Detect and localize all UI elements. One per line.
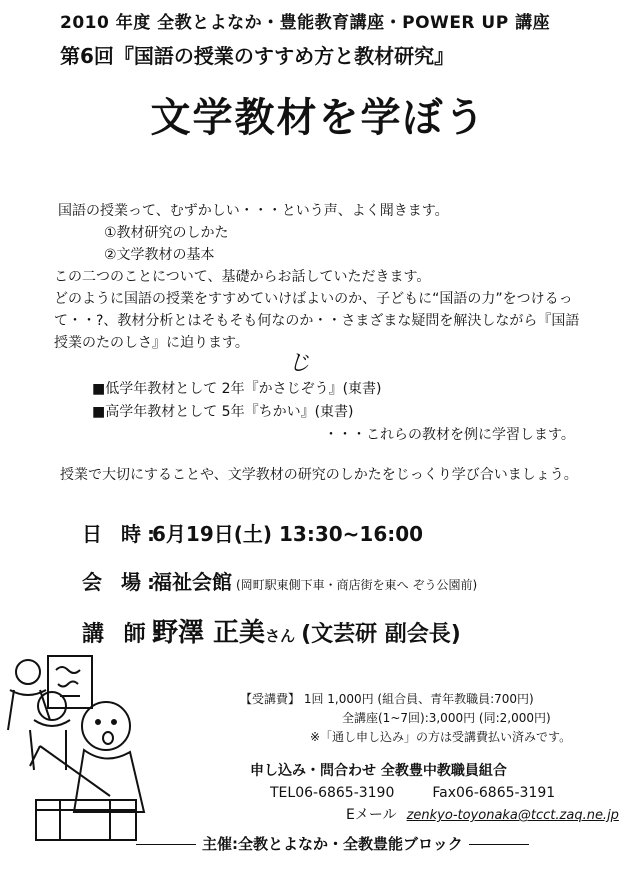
lecturer-name: 野澤 正美 <box>152 618 266 648</box>
intro-line: どのように国語の授業をすすめていけばよいのか、子どもに“国語の力”をつけるっ <box>54 291 573 307</box>
desk <box>36 800 136 840</box>
place-note: (岡町駅東側下車・商店街を東へ ぞう公園前) <box>236 578 478 592</box>
intro-line: この二つのことについて、基礎からお話していただきます。 <box>54 269 431 285</box>
contact-heading: 申し込み・問合わせ 全教豊中教職員組合 <box>250 763 507 779</box>
fee-line: 【受講費】 1回 1,000円 (組合員、青年教職員:700円) <box>240 692 534 706</box>
email-row <box>240 804 619 827</box>
intro-section <box>54 200 580 354</box>
place-value: 福祉会館 <box>152 570 232 594</box>
phone-row <box>240 782 619 804</box>
intro-item: ①教材研究のしかた <box>104 225 229 241</box>
place-row <box>82 566 477 595</box>
lecturer-role: (文芸研 副会長) <box>301 622 461 647</box>
header-line2: 第6回『国語の授業のすすめ方と教材研究』 <box>60 44 455 68</box>
intro-item: ②文学教材の基本 <box>104 247 215 263</box>
children-illustration <box>0 650 230 850</box>
fee-line: 全講座(1~7回):3,000円 (同:2,000円) <box>342 711 551 725</box>
contact-section <box>240 760 619 827</box>
email-address[interactable]: zenkyo-toyonaka@tcct.zaq.ne.jp <box>406 808 619 823</box>
materials-section <box>92 378 575 447</box>
intro-line: て・・?、教材分析とはそもそも何なのか・・さまざまな疑問を解決しながら『国語 <box>54 313 580 329</box>
summary-text: 授業で大切にすることや、文学教材の研究のしかたをじっくり学び合いましょう。 <box>60 467 578 483</box>
intro-line: 国語の授業って、むずかしい・・・という声、よく聞きます。 <box>58 203 449 219</box>
materials-note: ・・・これらの教材を例に学習します。 <box>324 427 575 443</box>
email-label: Eメール <box>346 807 397 823</box>
lecturer-row <box>82 612 461 649</box>
child-head-left <box>16 660 40 684</box>
tel-number: TEL06-6865-3190 <box>270 785 395 801</box>
fee-section <box>240 690 571 747</box>
place-label: 会 場: <box>82 570 161 594</box>
date-value: 6月19日(土) 13:30~16:00 <box>152 522 424 546</box>
page-title: 文学教材を学ぼう <box>150 95 487 141</box>
divider <box>469 844 529 845</box>
material-item: ■高学年教材として 5年『ちかい』(東書) <box>92 404 354 420</box>
header-line1: 2010 年度 全教とよなか・豊能教育講座・POWER UP 講座 <box>60 13 551 33</box>
fax-number: Fax06-6865-3191 <box>432 785 556 801</box>
divider <box>136 844 196 845</box>
lecturer-label: 講 師: <box>82 622 167 647</box>
material-item: ■低学年教材として 2年『かさじぞう』(東書) <box>92 381 382 397</box>
organizer-line <box>130 833 535 854</box>
date-label: 日 時: <box>82 522 161 546</box>
handwritten-correction: じ <box>288 351 311 376</box>
lecturer-honorific: さん <box>265 627 296 645</box>
child-head-middle <box>38 692 66 720</box>
date-row <box>82 518 423 547</box>
fee-note: ※「通し申し込み」の方は受講費払い済みです。 <box>310 730 572 744</box>
intro-line: 授業のたのしさ』に迫ります。 <box>54 335 249 351</box>
organizer-text: 主催:全教とよなか・全教豊能ブロック <box>202 835 463 853</box>
